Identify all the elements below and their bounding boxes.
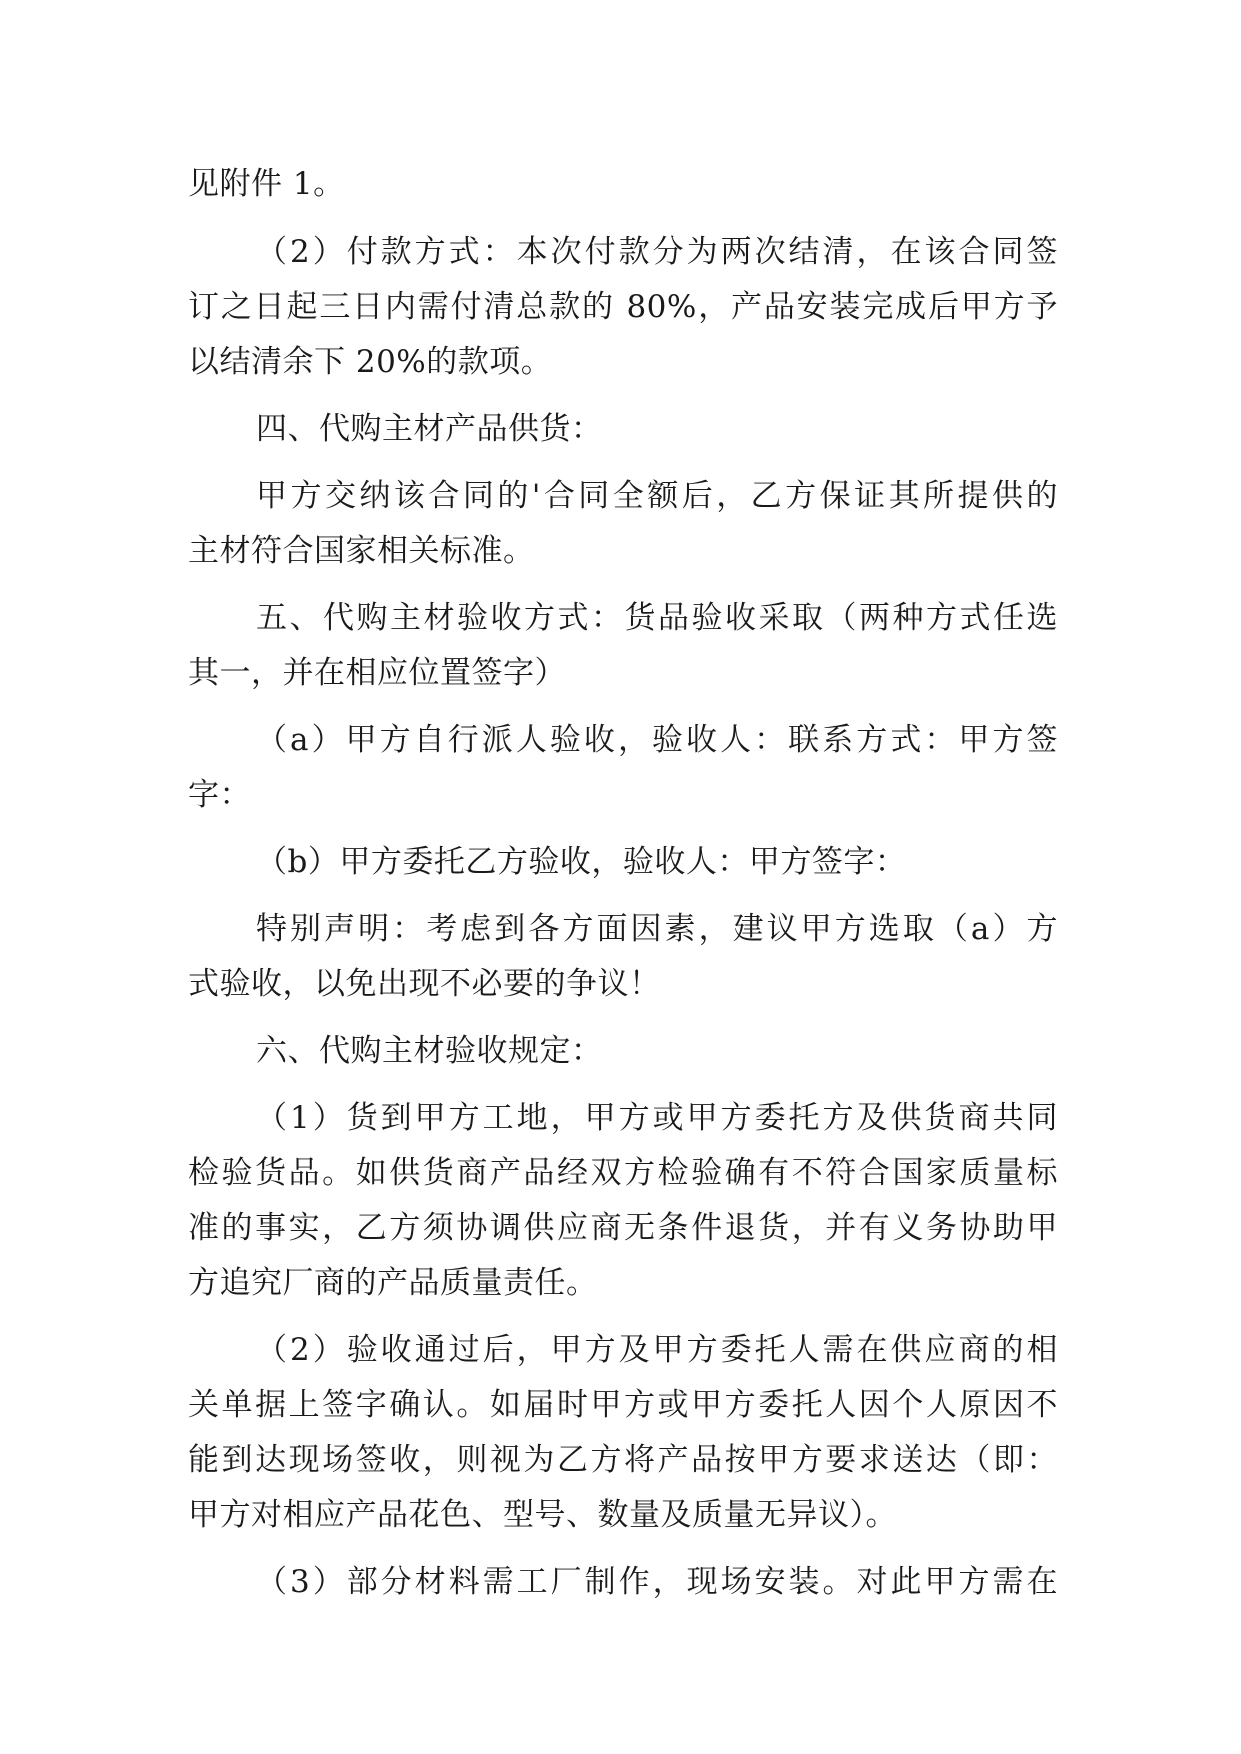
text-line-10: （a）甲方自行派人验收，验收人：联系方式：甲方签 bbox=[256, 722, 1058, 758]
text-line-11: 字： bbox=[188, 777, 251, 813]
text-line-13: 特别声明：考虑到各方面因素，建议甲方选取（a）方 bbox=[256, 911, 1058, 947]
text-line-16: （1）货到甲方工地，甲方或甲方委托方及供货商共同 bbox=[256, 1100, 1058, 1136]
text-line-15: 六、代购主材验收规定： bbox=[256, 1033, 603, 1069]
text-line-17: 检验货品。如供货商产品经双方检验确有不符合国家质量标 bbox=[188, 1155, 1058, 1191]
text-line-19: 方追究厂商的产品质量责任。 bbox=[188, 1265, 598, 1301]
text-line-5: 四、代购主材产品供货： bbox=[256, 411, 603, 447]
text-line-7: 主材符合国家相关标准。 bbox=[188, 533, 535, 569]
text-line-2: （2）付款方式：本次付款分为两次结清，在该合同签 bbox=[256, 234, 1058, 270]
text-line-22: 能到达现场签收，则视为乙方将产品按甲方要求送达（即： bbox=[188, 1442, 1058, 1478]
text-line-20: （2）验收通过后，甲方及甲方委托人需在供应商的相 bbox=[256, 1332, 1058, 1368]
text-line-21: 关单据上签字确认。如届时甲方或甲方委托人因个人原因不 bbox=[188, 1387, 1058, 1423]
text-line-14: 式验收，以免出现不必要的争议！ bbox=[188, 966, 661, 1002]
text-line-1: 见附件 1。 bbox=[188, 166, 345, 202]
text-line-12: （b）甲方委托乙方验收，验收人：甲方签字： bbox=[256, 844, 907, 880]
text-line-3: 订之日起三日内需付清总款的 80%，产品安装完成后甲方予 bbox=[188, 289, 1058, 325]
text-line-18: 准的事实，乙方须协调供应商无条件退货，并有义务协助甲 bbox=[188, 1210, 1058, 1246]
text-line-24: （3）部分材料需工厂制作，现场安装。对此甲方需在 bbox=[256, 1564, 1058, 1600]
text-line-4: 以结清余下 20%的款项。 bbox=[188, 344, 553, 380]
text-line-8: 五、代购主材验收方式：货品验收采取（两种方式任选 bbox=[256, 600, 1058, 636]
text-line-9: 其一，并在相应位置签字） bbox=[188, 655, 566, 691]
text-line-6: 甲方交纳该合同的'合同全额后，乙方保证其所提供的 bbox=[256, 478, 1058, 514]
text-line-23: 甲方对相应产品花色、型号、数量及质量无异议）。 bbox=[188, 1497, 897, 1533]
